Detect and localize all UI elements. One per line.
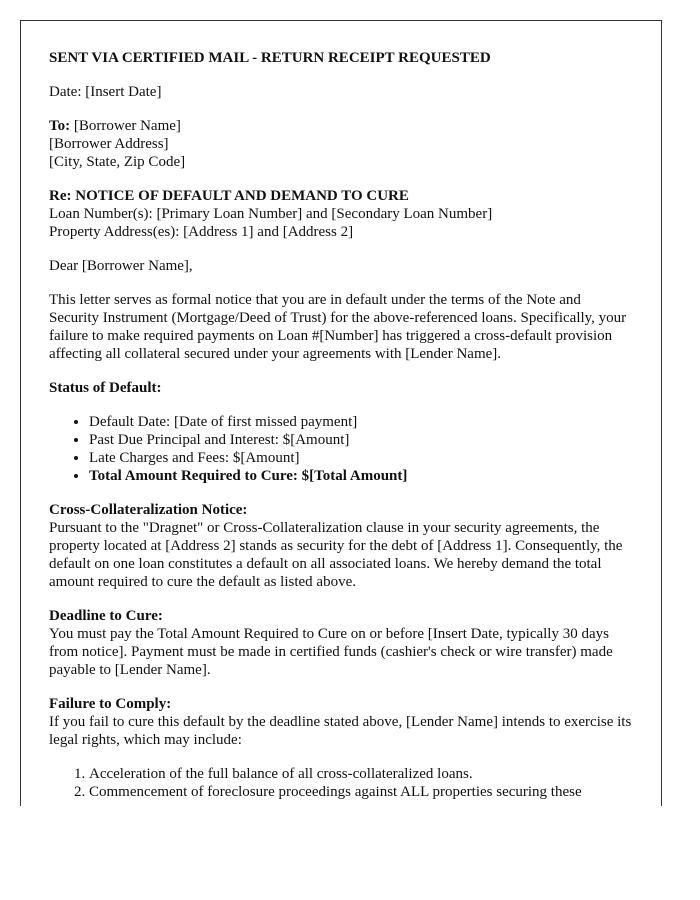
list-item-total xyxy=(89,467,633,485)
date-line: Date: [Insert Date] xyxy=(49,84,162,100)
property-addresses: Property Address(es): [Address 1] and [Address 2] xyxy=(49,224,354,240)
mail-header xyxy=(49,49,633,67)
intro-paragraph: This letter serves as formal notice that you are in default under the terms of the Note and Security Instrument (Mortgage/Deed of Trust) for the above-referenced loans. Specifically, your failure to make required payments on Loan #[Number] has triggered a cross-default provision affecting all collateral secured under your agreements with [Lender Name]. xyxy=(49,292,627,362)
list-item: • Past Due Principal and Interest: $[Amount] xyxy=(89,431,633,449)
remedies-list xyxy=(49,765,633,801)
loan-numbers: Loan Number(s): [Primary Loan Number] and [Secondary Loan Number] xyxy=(49,206,493,222)
to-label: To: xyxy=(49,118,71,134)
status-heading xyxy=(49,379,633,397)
failure-heading: Failure to Comply: xyxy=(49,696,172,712)
re-title: Re: NOTICE OF DEFAULT AND DEMAND TO CURE xyxy=(49,188,409,204)
deadline-section xyxy=(49,607,633,679)
deadline-heading: Deadline to Cure: xyxy=(49,608,163,624)
deadline-text: You must pay the Total Amount Required to Cure on or before [Insert Date, typically 30 days from notice]. Payment must be made in certified funds (cashier's check or wire transfer) made payable to [Lender Name]. xyxy=(49,626,613,678)
re-block xyxy=(49,187,633,241)
cross-section xyxy=(49,501,633,591)
list-item: • Late Charges and Fees: $[Amount] xyxy=(89,449,633,467)
recipient-block xyxy=(49,117,633,171)
letter-document xyxy=(20,20,662,806)
mail-header-text: SENT VIA CERTIFIED MAIL - RETURN RECEIPT REQUESTED xyxy=(49,50,491,66)
borrower-name: [Borrower Name] xyxy=(70,118,181,134)
list-item: • Default Date: [Date of first missed payment] xyxy=(89,413,633,431)
cross-text: Pursuant to the "Dragnet" or Cross-Collateralization clause in your security agreements, the property located at [Address 2] stands as security for the debt of [Address 1]. Consequently, the default on one loan constitutes a default on all associated loans. We hereby demand the total amount required to cure the default as listed above. xyxy=(49,520,623,590)
borrower-address: [Borrower Address] xyxy=(49,136,169,152)
cross-heading: Cross-Collateralization Notice: xyxy=(49,502,248,518)
salutation: Dear [Borrower Name], xyxy=(49,258,193,274)
status-heading-text: Status of Default: xyxy=(49,380,162,396)
borrower-city: [City, State, Zip Code] xyxy=(49,154,186,170)
list-item: 2. Commencement of foreclosure proceedings against ALL properties securing these xyxy=(89,783,633,801)
total-amount: Total Amount Required to Cure: $[Total Amount] xyxy=(89,468,408,484)
list-item: 1. Acceleration of the full balance of all cross-collateralized loans. xyxy=(89,765,633,783)
failure-section xyxy=(49,695,633,749)
failure-text: If you fail to cure this default by the deadline stated above, [Lender Name] intends to exercise its legal rights, which may include: xyxy=(49,714,632,748)
status-list xyxy=(49,413,633,485)
